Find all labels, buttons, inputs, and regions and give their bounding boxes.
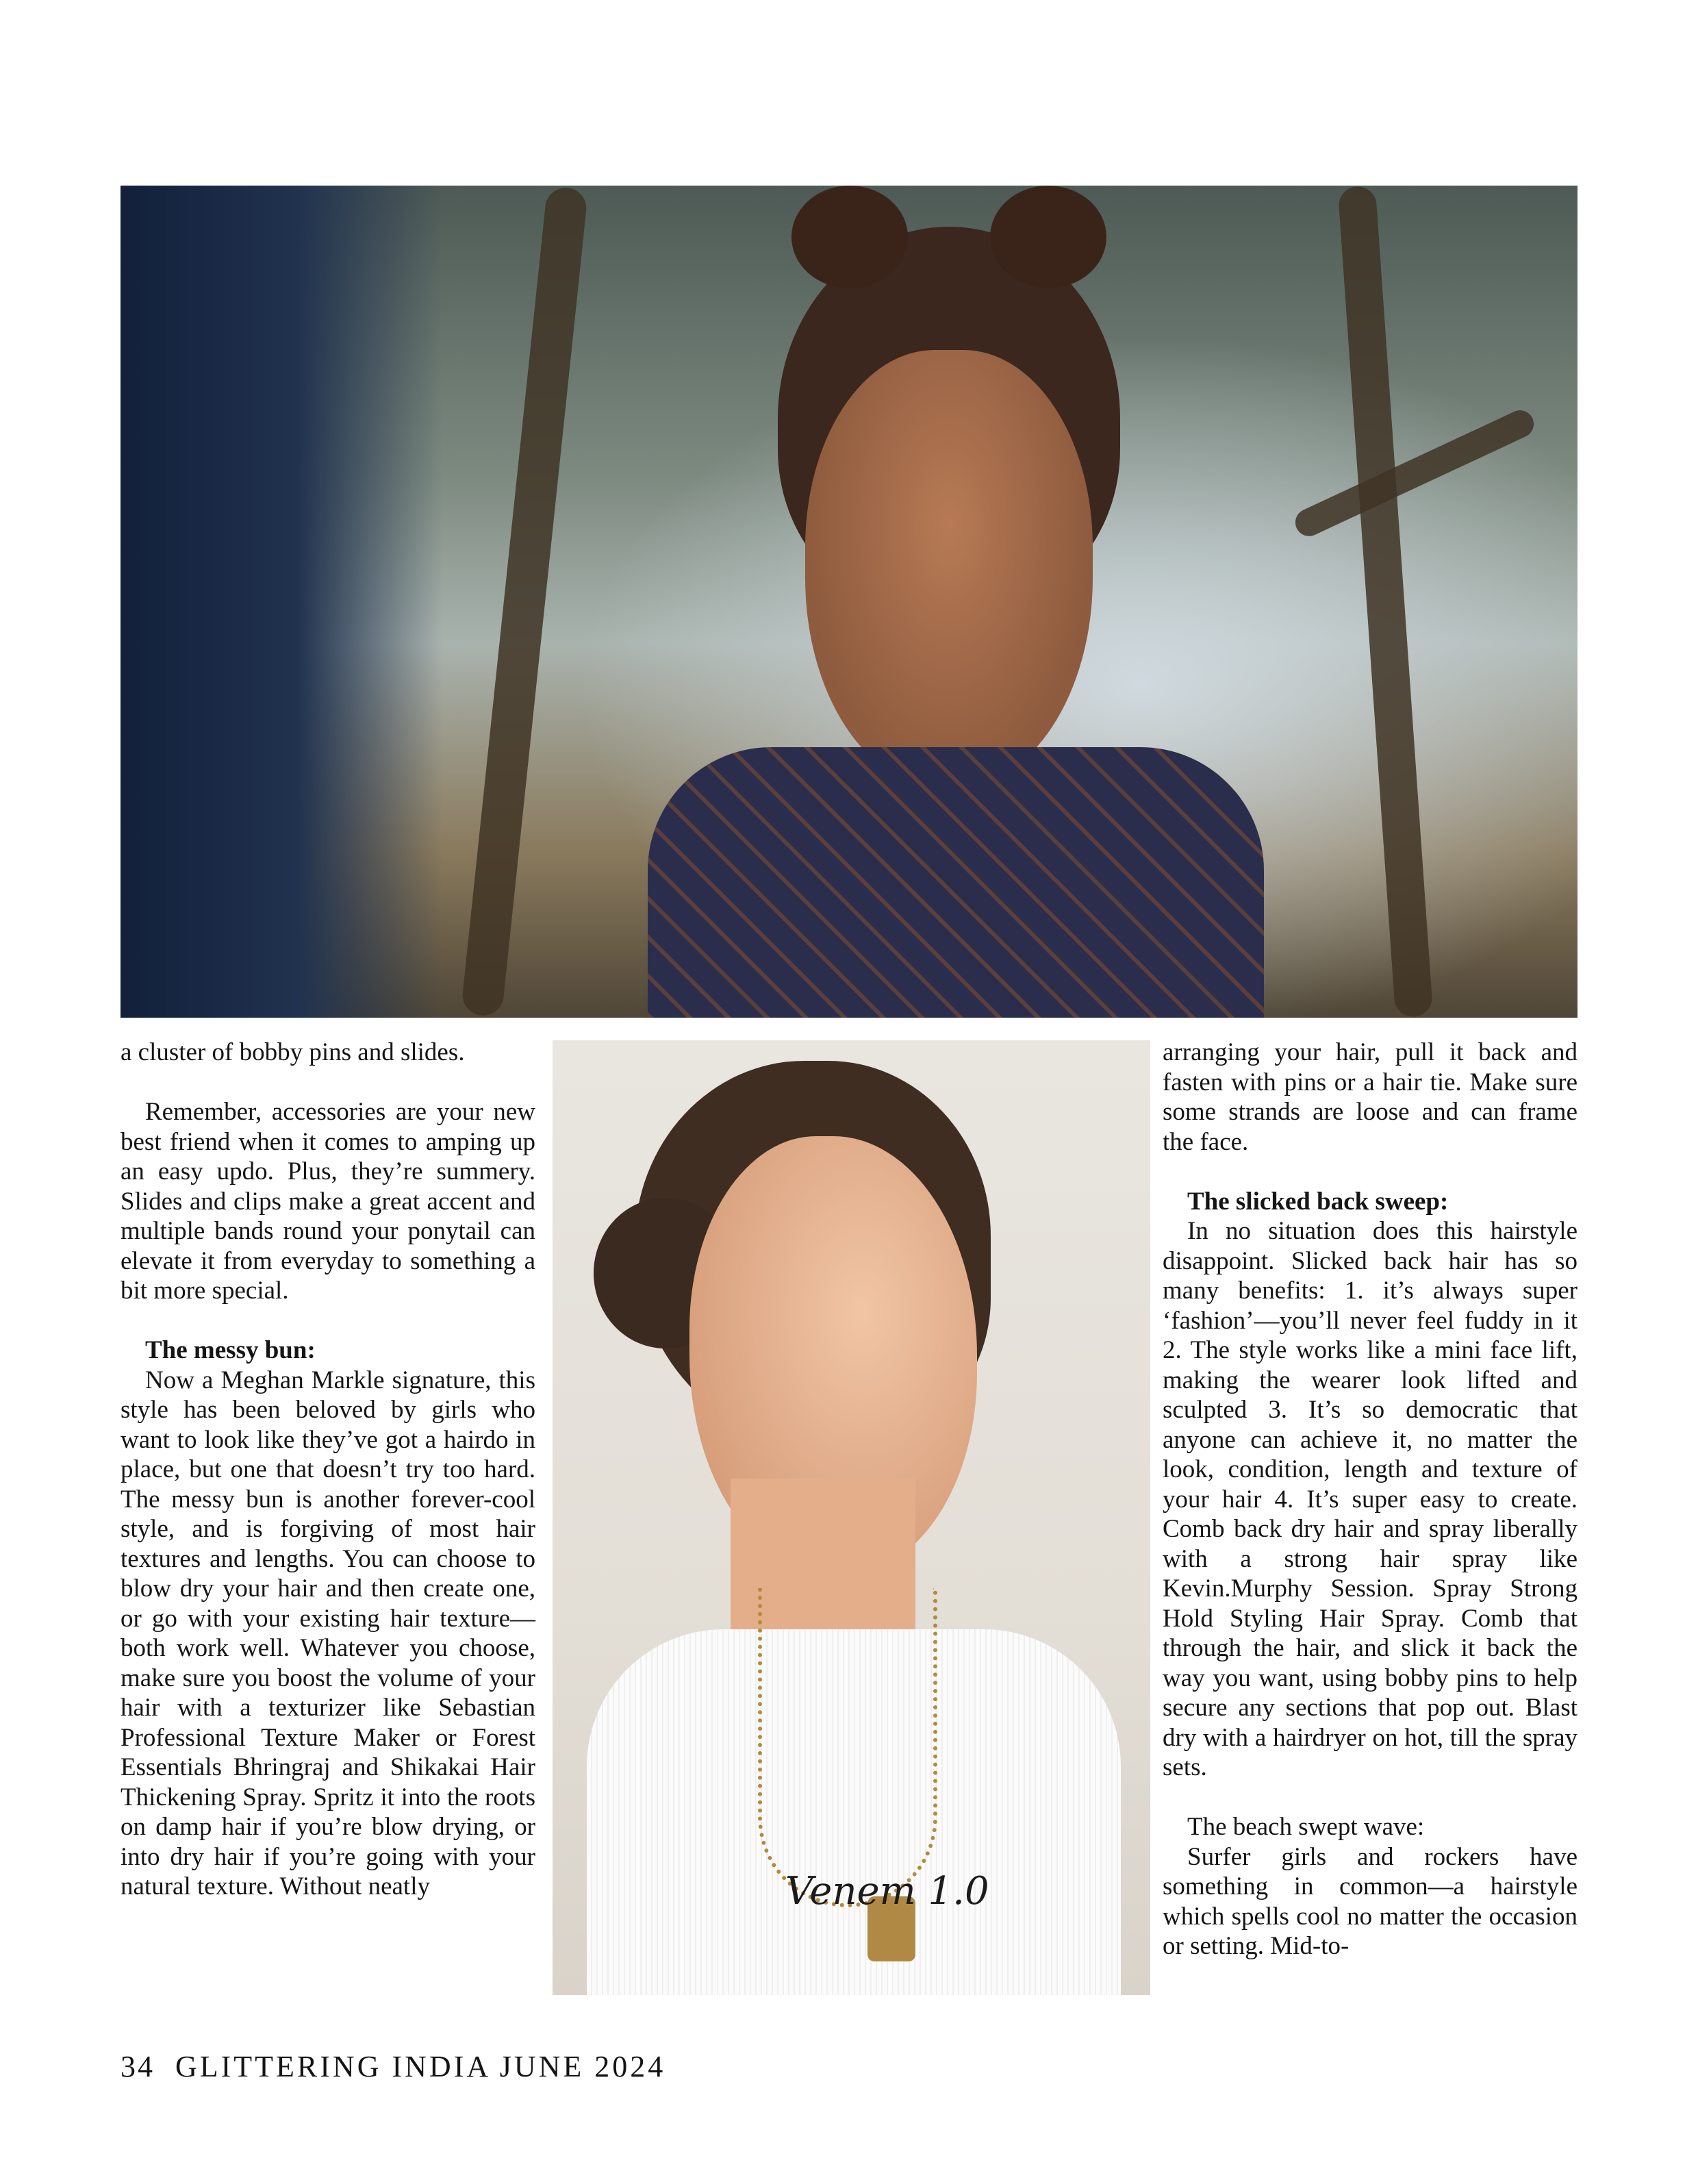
hair-bun-left xyxy=(791,186,908,288)
publication-name: GLITTERING INDIA JUNE 2024 xyxy=(175,2050,666,2083)
paragraph: Now a Meghan Markle signature, this style has been beloved by girls who want to look like they’ve got a hairdo in place, but one that doesn’t try too hard. The messy bun is another forever-cool style, and is forgiving of most hair textures and lengths. You can choose to blow dry your hair and then create one, or go with your existing hair texture—both work well. Whatever you choose, make sure you boost the volume of your hair with a texturizer like Sebastian Professional Texture Maker or Forest Essentials Bhringraj and Shikakai Hair Thickening Spray. Spritz it into the roots on damp hair if you’re blow drying, or into dry hair if you’re going with your natural texture. Without neatly xyxy=(121,1366,535,1900)
foreground-shoulder xyxy=(121,186,442,1018)
paragraph: In no situation does this hairstyle disappoint. Slicked back hair has so many benefits: 1. it’s always super ‘fashion’—you’ll never feel fuddy in it 2. The style works like a mini face lift, making the wearer look lifted and sculpted 3. It’s so democratic that anyone can achieve it, no matter the look, condition, length and texture of your hair 4. It’s super easy to create. Comb back dry hair and spray liberally with a strong hair spray like Kevin.Murphy Session. Spray Strong Hold Styling Hair Spray. Comb that through the hair, and slick it back the way you want, using bobby pins to help secure any sections that pop out. Blast dry with a hairdryer on hot, till the spray sets. xyxy=(1163,1217,1577,1781)
messy-bun-photo xyxy=(553,1040,1150,1995)
text-column-left xyxy=(121,1038,535,1902)
face xyxy=(805,350,1093,788)
page-number: 34 xyxy=(121,2050,155,2083)
hair-bun-right xyxy=(990,186,1106,288)
woman-portrait xyxy=(689,186,1209,1018)
text-column-right xyxy=(1163,1038,1577,1961)
necklace xyxy=(758,1588,937,1907)
tree-trunk xyxy=(461,186,589,1018)
page-footer xyxy=(121,2049,666,2084)
jacket xyxy=(648,747,1264,1018)
section-heading: The slicked back sweep: xyxy=(1187,1187,1449,1216)
shirt-print: Venem 1.0 xyxy=(785,1869,989,1913)
section-heading: The messy bun: xyxy=(145,1336,316,1364)
paragraph: arranging your hair, pull it back and fasten with pins or a hair tie. Make sure some strands are loose and can frame the face. xyxy=(1163,1038,1577,1156)
tree-trunk xyxy=(1338,186,1434,1018)
paragraph: Remember, accessories are your new best friend when it comes to amping up an easy updo. Plus, they’re summery. Slides and clips make a great accent and multiple bands round your ponytail can elevate it from everyday to something a bit more special. xyxy=(121,1098,535,1305)
subheading: The beach swept wave: xyxy=(1187,1813,1425,1841)
paragraph: Surfer girls and rockers have something in common—a hairstyle which spells cool no matter the occasion or setting. Mid-to- xyxy=(1163,1842,1577,1960)
hero-photo xyxy=(121,186,1577,1018)
paragraph: a cluster of bobby pins and slides. xyxy=(121,1038,465,1066)
tree-branch xyxy=(1291,406,1538,541)
